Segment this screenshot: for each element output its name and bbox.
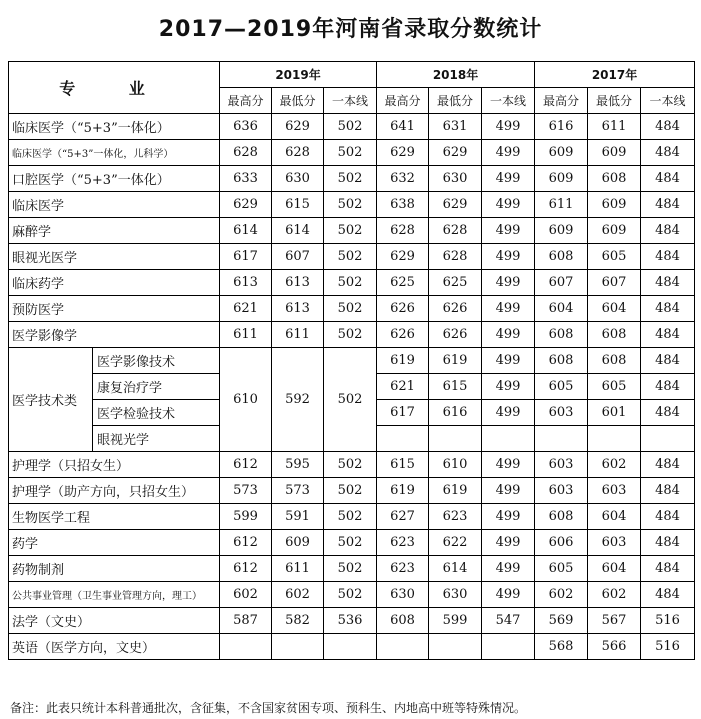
- score-cell: 608: [377, 608, 429, 634]
- score-cell: 605: [535, 374, 588, 400]
- major-name: 眼视光医学: [9, 244, 220, 270]
- score-cell: 568: [535, 634, 588, 660]
- score-cell: 604: [588, 556, 641, 582]
- score-cell: 612: [220, 556, 272, 582]
- column-header: 一本线: [641, 88, 695, 114]
- score-cell: 536: [324, 608, 377, 634]
- score-cell: 502: [324, 296, 377, 322]
- score-cell: 573: [272, 478, 324, 504]
- score-cell: 611: [220, 322, 272, 348]
- score-cell: 502: [324, 504, 377, 530]
- score-cell: 502: [324, 530, 377, 556]
- score-cell: 591: [272, 504, 324, 530]
- score-cell: 608: [535, 322, 588, 348]
- score-cell: 621: [377, 374, 429, 400]
- score-cell: 604: [588, 504, 641, 530]
- score-cell: 628: [429, 244, 482, 270]
- score-cell: 499: [482, 218, 535, 244]
- score-cell: 608: [588, 322, 641, 348]
- score-cell: [588, 426, 641, 452]
- column-header: 最高分: [220, 88, 272, 114]
- score-cell: 611: [272, 322, 324, 348]
- header-row-years: [9, 62, 695, 88]
- score-cell: 613: [272, 296, 324, 322]
- major-name: 预防医学: [9, 296, 220, 322]
- score-cell: 623: [377, 530, 429, 556]
- score-cell: 608: [535, 348, 588, 374]
- score-cell: 625: [429, 270, 482, 296]
- score-cell: 499: [482, 452, 535, 478]
- table-row: [9, 634, 695, 660]
- score-cell: 605: [588, 374, 641, 400]
- column-header: 最高分: [535, 88, 588, 114]
- score-cell: 616: [429, 400, 482, 426]
- score-cell: 502: [324, 270, 377, 296]
- column-header: 最低分: [588, 88, 641, 114]
- score-cell: 641: [377, 114, 429, 140]
- score-cell: 629: [272, 114, 324, 140]
- score-cell: 502: [324, 478, 377, 504]
- score-cell: 484: [641, 140, 695, 166]
- score-cell: 502: [324, 582, 377, 608]
- score-cell: 628: [220, 140, 272, 166]
- score-cell: [429, 426, 482, 452]
- major-name: 公共事业管理（卫生事业管理方向，理工）: [9, 582, 220, 608]
- score-cell: 638: [377, 192, 429, 218]
- score-cell: 484: [641, 244, 695, 270]
- score-cell: 603: [535, 478, 588, 504]
- score-cell: 603: [535, 452, 588, 478]
- score-cell: 484: [641, 322, 695, 348]
- score-cell: 484: [641, 556, 695, 582]
- score-cell: 499: [482, 348, 535, 374]
- table-row: [9, 582, 695, 608]
- score-cell: 567: [588, 608, 641, 634]
- score-cell: 502: [324, 114, 377, 140]
- column-header: 最低分: [429, 88, 482, 114]
- score-cell: [535, 426, 588, 452]
- score-cell: 630: [429, 582, 482, 608]
- score-cell: 484: [641, 166, 695, 192]
- sub-major-name: 医学影像技术: [93, 348, 220, 374]
- score-cell: 499: [482, 244, 535, 270]
- major-name: 麻醉学: [9, 218, 220, 244]
- score-cell: 499: [482, 296, 535, 322]
- score-cell: 484: [641, 192, 695, 218]
- table-row: [9, 608, 695, 634]
- group-name: 医学技术类: [9, 348, 93, 452]
- major-name: 药物制剂: [9, 556, 220, 582]
- score-cell: 611: [272, 556, 324, 582]
- score-cell: 599: [220, 504, 272, 530]
- score-cell: 609: [535, 166, 588, 192]
- score-cell: 615: [272, 192, 324, 218]
- score-cell: [641, 426, 695, 452]
- score-cell: 609: [588, 192, 641, 218]
- table-row: [9, 114, 695, 140]
- score-cell: 499: [482, 400, 535, 426]
- score-cell: [377, 426, 429, 452]
- table-row: [9, 348, 695, 374]
- table-row: [9, 504, 695, 530]
- score-cell: 608: [535, 244, 588, 270]
- score-cell: 630: [429, 166, 482, 192]
- score-cell: 613: [220, 270, 272, 296]
- score-cell: 608: [588, 348, 641, 374]
- score-cell: 619: [429, 478, 482, 504]
- year-header: 2018年: [377, 62, 535, 88]
- score-cell: 614: [272, 218, 324, 244]
- major-name: 医学影像学: [9, 322, 220, 348]
- score-cell: 609: [535, 218, 588, 244]
- score-cell: [220, 634, 272, 660]
- score-cell: [482, 426, 535, 452]
- score-cell: 629: [429, 192, 482, 218]
- score-cell: 611: [535, 192, 588, 218]
- score-cell: 484: [641, 504, 695, 530]
- score-cell: 605: [535, 556, 588, 582]
- score-cell: 547: [482, 608, 535, 634]
- footnote: 备注：此表只统计本科普通批次，含征集，不含国家贫困专项、预科生、内地高中班等特殊情况。: [10, 701, 527, 715]
- score-cell: 484: [641, 374, 695, 400]
- score-cell: 615: [429, 374, 482, 400]
- score-cell: 502: [324, 140, 377, 166]
- table-row: [9, 140, 695, 166]
- score-cell: 502: [324, 556, 377, 582]
- score-cell: 573: [220, 478, 272, 504]
- major-name: 护理学（只招女生）: [9, 452, 220, 478]
- score-cell: 616: [535, 114, 588, 140]
- score-cell: 587: [220, 608, 272, 634]
- score-cell: 633: [220, 166, 272, 192]
- admission-score-table: [8, 61, 695, 660]
- sub-major-name: 医学检验技术: [93, 400, 220, 426]
- major-name: 英语（医学方向，文史）: [9, 634, 220, 660]
- column-header: 最低分: [272, 88, 324, 114]
- score-cell: 626: [429, 296, 482, 322]
- score-cell: 502: [324, 452, 377, 478]
- score-cell: 499: [482, 504, 535, 530]
- score-cell: 619: [377, 478, 429, 504]
- score-cell: 484: [641, 114, 695, 140]
- score-cell: 629: [220, 192, 272, 218]
- score-cell: 606: [535, 530, 588, 556]
- table-row: [9, 478, 695, 504]
- score-cell: 604: [535, 296, 588, 322]
- score-cell: 607: [535, 270, 588, 296]
- score-cell: 484: [641, 478, 695, 504]
- score-cell: 617: [377, 400, 429, 426]
- score-cell: 625: [377, 270, 429, 296]
- score-cell: 499: [482, 140, 535, 166]
- sub-major-name: 康复治疗学: [93, 374, 220, 400]
- score-cell: 608: [588, 166, 641, 192]
- score-cell: 502: [324, 218, 377, 244]
- score-cell: [377, 634, 429, 660]
- score-cell: 609: [535, 140, 588, 166]
- score-cell: 629: [377, 140, 429, 166]
- major-name: 生物医学工程: [9, 504, 220, 530]
- score-cell: 499: [482, 478, 535, 504]
- score-cell: 607: [588, 270, 641, 296]
- score-cell: 499: [482, 556, 535, 582]
- score-cell: 609: [588, 218, 641, 244]
- major-name: 临床药学: [9, 270, 220, 296]
- score-cell: 610: [429, 452, 482, 478]
- score-cell: 612: [220, 452, 272, 478]
- score-cell: 609: [272, 530, 324, 556]
- score-cell: 623: [377, 556, 429, 582]
- score-cell: 630: [272, 166, 324, 192]
- score-cell: 499: [482, 322, 535, 348]
- score-cell: 629: [377, 244, 429, 270]
- score-cell: 602: [272, 582, 324, 608]
- score-cell: 602: [535, 582, 588, 608]
- score-cell: 605: [588, 244, 641, 270]
- score-cell: 603: [588, 478, 641, 504]
- score-cell: 626: [377, 296, 429, 322]
- score-cell: 582: [272, 608, 324, 634]
- table-row: [9, 192, 695, 218]
- table-row: [9, 270, 695, 296]
- major-name: 临床医学（“5+3”一体化）: [9, 114, 220, 140]
- table-row: [9, 530, 695, 556]
- score-cell: 614: [220, 218, 272, 244]
- score-cell: 612: [220, 530, 272, 556]
- score-cell: 617: [220, 244, 272, 270]
- score-cell: 516: [641, 634, 695, 660]
- score-cell: [272, 634, 324, 660]
- table-row: [9, 296, 695, 322]
- score-cell: 595: [272, 452, 324, 478]
- column-header: 一本线: [324, 88, 377, 114]
- score-cell: 499: [482, 192, 535, 218]
- score-cell: 599: [429, 608, 482, 634]
- table-row: [9, 218, 695, 244]
- score-cell: 611: [588, 114, 641, 140]
- score-cell: 484: [641, 348, 695, 374]
- score-cell: 502: [324, 244, 377, 270]
- score-cell: 499: [482, 166, 535, 192]
- score-cell: 619: [377, 348, 429, 374]
- score-cell: 502: [324, 192, 377, 218]
- score-cell: 602: [588, 452, 641, 478]
- page-title: 2017—2019年河南省录取分数统计: [158, 17, 543, 42]
- score-cell: 499: [482, 114, 535, 140]
- score-cell: 631: [429, 114, 482, 140]
- score-cell: 628: [429, 218, 482, 244]
- score-cell: 502: [324, 166, 377, 192]
- score-cell: 614: [429, 556, 482, 582]
- score-cell: 484: [641, 296, 695, 322]
- score-cell: 516: [641, 608, 695, 634]
- score-cell: 601: [588, 400, 641, 426]
- score-cell: 603: [535, 400, 588, 426]
- score-cell: 608: [535, 504, 588, 530]
- year-header: 2017年: [535, 62, 695, 88]
- table-row: [9, 452, 695, 478]
- score-cell: 626: [429, 322, 482, 348]
- score-cell: 502: [324, 348, 377, 452]
- table-row: [9, 166, 695, 192]
- score-cell: 592: [272, 348, 324, 452]
- score-cell: 629: [429, 140, 482, 166]
- score-cell: 607: [272, 244, 324, 270]
- score-cell: 628: [377, 218, 429, 244]
- score-cell: 627: [377, 504, 429, 530]
- score-cell: 621: [220, 296, 272, 322]
- score-cell: [482, 634, 535, 660]
- major-header: 专 业: [9, 62, 220, 114]
- score-cell: 603: [588, 530, 641, 556]
- major-name: 口腔医学（“5+3”一体化）: [9, 166, 220, 192]
- score-cell: 630: [377, 582, 429, 608]
- score-cell: 484: [641, 530, 695, 556]
- major-name: 临床医学: [9, 192, 220, 218]
- score-cell: 622: [429, 530, 482, 556]
- score-cell: 566: [588, 634, 641, 660]
- score-cell: 484: [641, 270, 695, 296]
- score-cell: 609: [588, 140, 641, 166]
- score-cell: 499: [482, 582, 535, 608]
- score-cell: 484: [641, 452, 695, 478]
- major-name: 临床医学（“5+3”一体化，儿科学）: [9, 140, 220, 166]
- score-cell: 484: [641, 582, 695, 608]
- score-cell: [324, 634, 377, 660]
- score-cell: 615: [377, 452, 429, 478]
- score-cell: 499: [482, 374, 535, 400]
- score-cell: 569: [535, 608, 588, 634]
- score-cell: 626: [377, 322, 429, 348]
- major-name: 护理学（助产方向，只招女生）: [9, 478, 220, 504]
- score-cell: 613: [272, 270, 324, 296]
- major-name: 法学（文史）: [9, 608, 220, 634]
- score-cell: 610: [220, 348, 272, 452]
- score-cell: 604: [588, 296, 641, 322]
- score-cell: 636: [220, 114, 272, 140]
- score-cell: 623: [429, 504, 482, 530]
- major-name: 药学: [9, 530, 220, 556]
- sub-major-name: 眼视光学: [93, 426, 220, 452]
- score-cell: 619: [429, 348, 482, 374]
- score-cell: 499: [482, 530, 535, 556]
- score-cell: 499: [482, 270, 535, 296]
- score-cell: 602: [588, 582, 641, 608]
- score-cell: 602: [220, 582, 272, 608]
- table-row: [9, 244, 695, 270]
- column-header: 一本线: [482, 88, 535, 114]
- table-row: [9, 322, 695, 348]
- table-row: [9, 556, 695, 582]
- score-cell: 628: [272, 140, 324, 166]
- year-header: 2019年: [220, 62, 377, 88]
- score-cell: [429, 634, 482, 660]
- score-cell: 484: [641, 400, 695, 426]
- score-cell: 632: [377, 166, 429, 192]
- column-header: 最高分: [377, 88, 429, 114]
- score-cell: 502: [324, 322, 377, 348]
- score-cell: 484: [641, 218, 695, 244]
